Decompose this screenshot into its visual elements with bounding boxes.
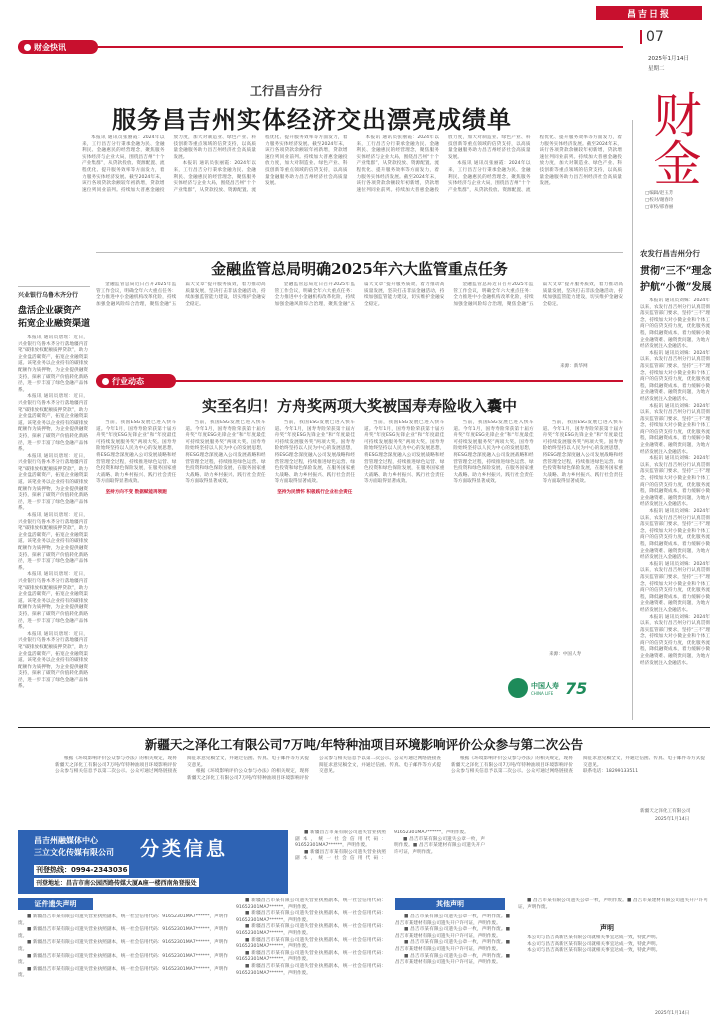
classified-label: 分类信息 (140, 838, 229, 860)
industry-news-tag: 行业动态 (96, 374, 176, 388)
china-life-logo (508, 668, 608, 708)
left-article-title2: 拓宽企业融资渠道 (18, 319, 91, 329)
declaration-body: 本公司与昌吉高新区某有限公司就相关事宜达成一致，特此声明。 本公司与昌吉高新区某有限公司就相关事宜达成一致，特此声明。 本公司与昌吉高新区某有限公司就相关事宜达成一致，特此声明。 (527, 935, 661, 954)
classified-media: 昌吉州融媒体中心 (34, 836, 98, 845)
declaration-label: 声明 (600, 924, 614, 932)
insurance-headline: 实至名归！方舟奖两项大奖被国寿寿险收入囊中 (201, 397, 517, 415)
top-rule (18, 46, 623, 48)
other-notice-body: ■ 昌吉市某有限公司遗失公章一枚，声明作废。■ 昌吉市某建材有限公司遗失开户许可证，声明作废。 ■ 昌吉市某有限公司遗失公章一枚，声明作废。■ 昌吉市某建材有限公司遗失开户许可证，声明作废。 ■ 昌吉市某有限公司遗失公章一枚，声明作废。■ 昌吉市某建材有限公司遗失开户许可证，声明作废。 ■ 昌吉市某有限公司遗失公章一枚，声明作废。■ 昌吉市某建材有限公司遗失开户许可证，声明作废。 (395, 914, 510, 966)
paper-name: 昌吉日报 (626, 9, 671, 20)
issue-weekday: 星期二 (648, 66, 665, 72)
main-headline: 服务昌吉州实体经济交出漂亮成绩单 (112, 105, 512, 134)
sidebar-body: 本报讯 通讯员刘姝：2024年以来，农发行昌吉州分行认真贯彻落实监管部门要求，坚持“三不”理念，持续加大对小微企业和个体工商户的信贷支持力度，优化服务流程，降低融资成本，着力缓解小微企业融资难、融资贵问题，为地方经济发展注入金融活水。 本报讯 通讯员刘姝：2024年以来，农发行昌吉州分行认真贯彻落实监管部门要求，坚持“三不”理念，持续加大对小微企业和个体工商户的信贷支持力度，优化服务流程，降低融资成本，着力缓解小微企业融资难、融资贵问题，为地方经济发展注入金融活水。 本报讯 通讯员刘姝：2024年以来，农发行昌吉州分行认真贯彻落实监管部门要求，坚持“三不”理念，持续加大对小微企业和个体工商户的信贷支持力度，优化服务流程，降低融资成本，着力缓解小微企业融资难、融资贵问题，为地方经济发展注入金融活水。 本报讯 通讯员刘姝：2024年以来，农发行昌吉州分行认真贯彻落实监管部门要求，坚持“三不”理念，持续加大对小微企业和个体工商户的信贷支持力度，优化服务流程，降低融资成本，着力缓解小微企业融资难、融资贵问题，为地方经济发展注入金融活水。 本报讯 通讯员刘姝：2024年以来，农发行昌吉州分行认真贯彻落实监管部门要求，坚持“三不”理念，持续加大对小微企业和个体工商户的信贷支持力度，优化服务流程，降低融资成本，着力缓解小微企业融资难、融资贵问题，为地方经济发展注入金融活水。 本报讯 通讯员刘姝：2024年以来，农发行昌吉州分行认真贯彻落实监管部门要求，坚持“三不”理念，持续加大对小微企业和个体工商户的信贷支持力度，优化服务流程，降低融资成本，着力缓解小微企业融资难、融资贵问题，为地方经济发展注入金融活水。 本报讯 通讯员刘姝：2024年以来，农发行昌吉州分行认真贯彻落实监管部门要求，坚持“三不”理念，持续加大对小微企业和个体工商户的信贷支持力度，优化服务流程，降低融资成本，着力缓解小微企业融资难、融资贵问题，为地方经济发展注入金融活水。 (640, 298, 710, 666)
finance-express-tag: 财金快讯 (18, 40, 98, 54)
classified-list-body: ■ 新疆昌吉市某有限公司遗失营业执照副本，统一社会信用代码：91652301MA7******，声明作废。 ■ 新疆昌吉市某有限公司遗失营业执照副本，统一社会信用代码：91652301MA7******，声明作废。 ■ 昌吉市某有限公司遗失公章一枚，声明作废。■ 昌吉市某建材有限公司遗失开户许可证，声明作废。 (295, 830, 485, 862)
sidebar-title2: 护航“小微”发展 (640, 282, 712, 293)
notice-title: 新疆天之泽化工有限公司7万吨/年特种油项目环境影响评价公众参与第二次公告 (144, 737, 584, 752)
notice-signature: 新疆天之泽化工有限公司 (640, 809, 691, 814)
insurance-body: 当前，我国ESG发展已进入快车道。今年1月，国寿寿险荣获第十届方舟奖“年度ESG先锋企业”和“年度最佳可持续发展服务奖”两项大奖。国寿寿险始终坚持以人民为中心的发展思想，将ESG理念深度融入公司发展战略和经营管理全过程，持续推进绿色运营、绿色投资和绿色保险发展，在服务国家重大战略、助力乡村振兴、践行社会责任等方面取得显著成效。 坚持方向不变 数据赋能再领跑 当前，我国ESG发展已进入快车道。今年1月，国寿寿险荣获第十届方舟奖“年度ESG先锋企业”和“年度最佳可持续发展服务奖”两项大奖。国寿寿险始终坚持以人民为中心的发展思想，将ESG理念深度融入公司发展战略和经营管理全过程，持续推进绿色运营、绿色投资和绿色保险发展，在服务国家重大战略、助力乡村振兴、践行社会责任等方面取得显著成效。 当前，我国ESG发展已进入快车道。今年1月，国寿寿险荣获第十届方舟奖“年度ESG先锋企业”和“年度最佳可持续发展服务奖”两项大奖。国寿寿险始终坚持以人民为中心的发展思想，将ESG理念深度融入公司发展战略和经营管理全过程，持续推进绿色运营、绿色投资和绿色保险发展，在服务国家重大战略、助力乡村振兴、践行社会责任等方面取得显著成效。 坚持为民情怀 积极践行企业社会责任 当前，我国ESG发展已进入快车道。今年1月，国寿寿险荣获第十届方舟奖“年度ESG先锋企业”和“年度最佳可持续发展服务奖”两项大奖。国寿寿险始终坚持以人民为中心的发展思想，将ESG理念深度融入公司发展战略和经营管理全过程，持续推进绿色运营、绿色投资和绿色保险发展，在服务国家重大战略、助力乡村振兴、践行社会责任等方面取得显著成效。 当前，我国ESG发展已进入快车道。今年1月，国寿寿险荣获第十届方舟奖“年度ESG先锋企业”和“年度最佳可持续发展服务奖”两项大奖。国寿寿险始终坚持以人民为中心的发展思想，将ESG理念深度融入公司发展战略和经营管理全过程，持续推进绿色运营、绿色投资和绿色保险发展，在服务国家重大战略、助力乡村振兴、践行社会责任等方面取得显著成效。 当前，我国ESG发展已进入快车道。今年1月，国寿寿险荣获第十届方舟奖“年度ESG先锋企业”和“年度最佳可持续发展服务奖”两项大奖。国寿寿险始终坚持以人民为中心的发展思想，将ESG理念深度融入公司发展战略和经营管理全过程，持续推进绿色运营、绿色投资和绿色保险发展，在服务国家重大战略、助力乡村振兴、践行社会责任等方面取得显著成效。 (96, 420, 623, 495)
notice-body: 根据《环境影响评价公众参与办法》的相关规定，现将新疆天之泽化工有限公司7万吨/年特种油项目环境影响评价公众参与相关信息予以第二次公示。公众可通过网络链接查阅征求意见稿全文，并通过信函、传真、电子邮件等方式提交意见。 根据《环境影响评价公众参与办法》的相关规定，现将新疆天之泽化工有限公司7万吨/年特种油项目环境影响评价公众参与相关信息予以第二次公示。公众可通过网络链接查阅征求意见稿全文，并通过信函、传真、电子邮件等方式提交意见。 根据《环境影响评价公众参与办法》的相关规定，现将新疆天之泽化工有限公司7万吨/年特种油项目环境影响评价公众参与相关信息予以第二次公示。公众可通过网络链接查阅征求意见稿全文，并通过信函、传真、电子邮件等方式提交意见。 联系电话：18299133511 (55, 756, 705, 781)
regulator-source: 来源：新华网 (560, 364, 588, 369)
insurance-subhead-2: 坚持为民情怀 积极践行企业社会责任 (277, 489, 353, 495)
left-article (18, 290, 90, 331)
main-body: 本报讯 通讯员张丽霞：2024年以来，工行昌吉分行秉承金融为民、金融利民、金融惠民的经营理念，聚焦服务实体经济与企业大局，围绕昌吉州“十个产业集群”，从贷款投放、资源配置、流程优化、提升服务效率等方面发力，着力服务实体经济发展。截至2024年末，该行各项贷款余额较年初新增，贷款增速位列同业前列。持续加大普惠金融投放力度，加大对制造业、绿色产业、科技创新等重点领域的信贷支持，以高质量金融服务助力昌吉州经济社会高质量发展。 本报讯 通讯员张丽霞：2024年以来，工行昌吉分行秉承金融为民、金融利民、金融惠民的经营理念，聚焦服务实体经济与企业大局，围绕昌吉州“十个产业集群”，从贷款投放、资源配置、流程优化、提升服务效率等方面发力，着力服务实体经济发展。截至2024年末，该行各项贷款余额较年初新增，贷款增速位列同业前列。持续加大普惠金融投放力度，加大对制造业、绿色产业、科技创新等重点领域的信贷支持，以高质量金融服务助力昌吉州经济社会高质量发展。 本报讯 通讯员张丽霞：2024年以来，工行昌吉分行秉承金融为民、金融利民、金融惠民的经营理念，聚焦服务实体经济与企业大局，围绕昌吉州“十个产业集群”，从贷款投放、资源配置、流程优化、提升服务效率等方面发力，着力服务实体经济发展。截至2024年末，该行各项贷款余额较年初新增，贷款增速位列同业前列。持续加大普惠金融投放力度，加大对制造业、绿色产业、科技创新等重点领域的信贷支持，以高质量金融服务助力昌吉州经济社会高质量发展。 本报讯 通讯员张丽霞：2024年以来，工行昌吉分行秉承金融为民、金融利民、金融惠民的经营理念，聚焦服务实体经济与企业大局，围绕昌吉州“十个产业集群”，从贷款投放、资源配置、流程优化、提升服务效率等方面发力，着力服务实体经济发展。截至2024年末，该行各项贷款余额较年初新增，贷款增速位列同业前列。持续加大普惠金融投放力度，加大对制造业、绿色产业、科技创新等重点领域的信贷支持，以高质量金融服务助力昌吉州经济社会高质量发展。 (82, 135, 622, 193)
circle-icon (24, 44, 31, 51)
regulator-divider (96, 252, 623, 253)
notice-contact: 联系电话：18299133511 (583, 769, 639, 775)
circle-icon (102, 378, 109, 385)
lost-notice-body: ■ 新疆昌吉市某有限公司遗失营业执照副本，统一社会信用代码：91652301MA7******，声明作废。 ■ 新疆昌吉市某有限公司遗失营业执照副本，统一社会信用代码：91652301MA7******，声明作废。 ■ 新疆昌吉市某有限公司遗失营业执照副本，统一社会信用代码：91652301MA7******，声明作废。 ■ 新疆昌吉市某有限公司遗失营业执照副本，统一社会信用代码：91652301MA7******，声明作废。 ■ 新疆昌吉市某有限公司遗失营业执照副本，统一社会信用代码：91652301MA7******，声明作废。 (18, 914, 228, 979)
notice-rule (18, 727, 710, 728)
page-number: 07 (640, 30, 664, 44)
issue-date: 2025年1月14日 (648, 56, 689, 62)
declaration-top: ■ 昌吉市某有限公司遗失公章一枚，声明作废。■ 昌吉市某建材有限公司遗失开户许可证，声明作废。 (518, 898, 708, 910)
classified-phone: 刊登热线：0994-2343036 (36, 866, 128, 874)
classified-address: 刊登地址：昌吉市南公园西路传媒大厦A座一楼西南角登报处 (36, 880, 197, 887)
sidebar-divider (632, 120, 633, 720)
section-label: 财金 (645, 90, 701, 186)
anniversary-badge: 75 (565, 678, 588, 698)
notice-date: 2025年1月14日 (655, 817, 690, 822)
sidebar-title1: 贯彻“三不”理念 (640, 266, 712, 277)
masthead (596, 6, 702, 20)
insurance-source: 来源：中国人寿 (549, 652, 582, 657)
regulator-body: 金融监管总局近日召开2025年监管工作会议，明确全年六大重点任务：全力推进中小金融机构改革化险，持续加强金融风险综合治理，聚焦金融“五篇大文章”提升服务质效，着力推动高质量发展，坚决打击非法金融活动，持续加强监管能力建设，切实维护金融安全稳定。 金融监管总局近日召开2025年监管工作会议，明确全年六大重点任务：全力推进中小金融机构改革化险，持续加强金融风险综合治理，聚焦金融“五篇大文章”提升服务质效，着力推动高质量发展，坚决打击非法金融活动，持续加强监管能力建设，切实维护金融安全稳定。 金融监管总局近日召开2025年监管工作会议，明确全年六大重点任务：全力推进中小金融机构改革化险，持续加强金融风险综合治理，聚焦金融“五篇大文章”提升服务质效，着力推动高质量发展，坚决打击非法金融活动，持续加强监管能力建设，切实维护金融安全稳定。 (96, 282, 623, 307)
left-article-title1: 盘活企业碳资产 (18, 306, 82, 316)
left-divider (18, 286, 90, 287)
lost-notice-body-2: ■ 新疆昌吉市某有限公司遗失营业执照副本，统一社会信用代码：91652301MA7******，声明作废。 ■ 新疆昌吉市某有限公司遗失营业执照副本，统一社会信用代码：91652301MA7******，声明作废。 ■ 新疆昌吉市某有限公司遗失营业执照副本，统一社会信用代码：91652301MA7******，声明作废。 ■ 新疆昌吉市某有限公司遗失营业执照副本，统一社会信用代码：91652301MA7******，声明作废。 ■ 新疆昌吉市某有限公司遗失营业执照副本，统一社会信用代码：91652301MA7******，声明作废。 ■ 新疆昌吉市某有限公司遗失营业执照副本，统一社会信用代码：91652301MA7******，声明作废。 (236, 898, 386, 976)
china-life-emblem-icon (508, 678, 528, 698)
main-kicker: 工行昌吉分行 (250, 84, 323, 98)
other-notice-tag: 其他声明 (395, 898, 505, 910)
insurance-subhead-1: 坚持方向不变 数据赋能再领跑 (105, 489, 167, 495)
editor-credits: □编辑/赵玉芳 □校对/谢春玲 □审校/邢春丽 (645, 191, 674, 210)
regulator-headline: 金融监管总局明确2025年六大监管重点任务 (211, 260, 508, 278)
logo-cn: 中国人寿 (531, 681, 559, 690)
left-article-bank: 兴业银行乌鲁木齐分行 (18, 292, 79, 299)
classified-company: 三立文化传媒有限公司 (34, 848, 114, 857)
left-article-body: 本报讯 通讯员唐瑶：近日，兴业银行乌鲁木齐分行落地疆内首笔“碳排放权配额质押贷款”，助力企业盘活碳资产，拓宽企业融资渠道。该笔业务以企业持有的碳排放配额作为质押物，为企业提供融资支持，探索了碳资产价值转化新路径，进一步丰富了绿色金融产品体系。 本报讯 通讯员唐瑶：近日，兴业银行乌鲁木齐分行落地疆内首笔“碳排放权配额质押贷款”，助力企业盘活碳资产，拓宽企业融资渠道。该笔业务以企业持有的碳排放配额作为质押物，为企业提供融资支持，探索了碳资产价值转化新路径，进一步丰富了绿色金融产品体系。 本报讯 通讯员唐瑶：近日，兴业银行乌鲁木齐分行落地疆内首笔“碳排放权配额质押贷款”，助力企业盘活碳资产，拓宽企业融资渠道。该笔业务以企业持有的碳排放配额作为质押物，为企业提供融资支持，探索了碳资产价值转化新路径，进一步丰富了绿色金融产品体系。 本报讯 通讯员唐瑶：近日，兴业银行乌鲁木齐分行落地疆内首笔“碳排放权配额质押贷款”，助力企业盘活碳资产，拓宽企业融资渠道。该笔业务以企业持有的碳排放配额作为质押物，为企业提供融资支持，探索了碳资产价值转化新路径，进一步丰富了绿色金融产品体系。 本报讯 通讯员唐瑶：近日，兴业银行乌鲁木齐分行落地疆内首笔“碳排放权配额质押贷款”，助力企业盘活碳资产，拓宽企业融资渠道。该笔业务以企业持有的碳排放配额作为质押物，为企业提供融资支持，探索了碳资产价值转化新路径，进一步丰富了绿色金融产品体系。 本报讯 通讯员唐瑶：近日，兴业银行乌鲁木齐分行落地疆内首笔“碳排放权配额质押贷款”，助力企业盘活碳资产，拓宽企业融资渠道。该笔业务以企业持有的碳排放配额作为质押物，为企业提供融资支持，探索了碳资产价值转化新路径，进一步丰富了绿色金融产品体系。 (18, 335, 88, 690)
logo-en: CHINA LIFE (531, 690, 554, 696)
lost-notice-tag: 证件遗失声明 (18, 898, 93, 910)
sidebar-bank: 农发行昌吉州分行 (640, 249, 700, 258)
declaration-date: 2025年1月14日 (655, 1011, 690, 1016)
